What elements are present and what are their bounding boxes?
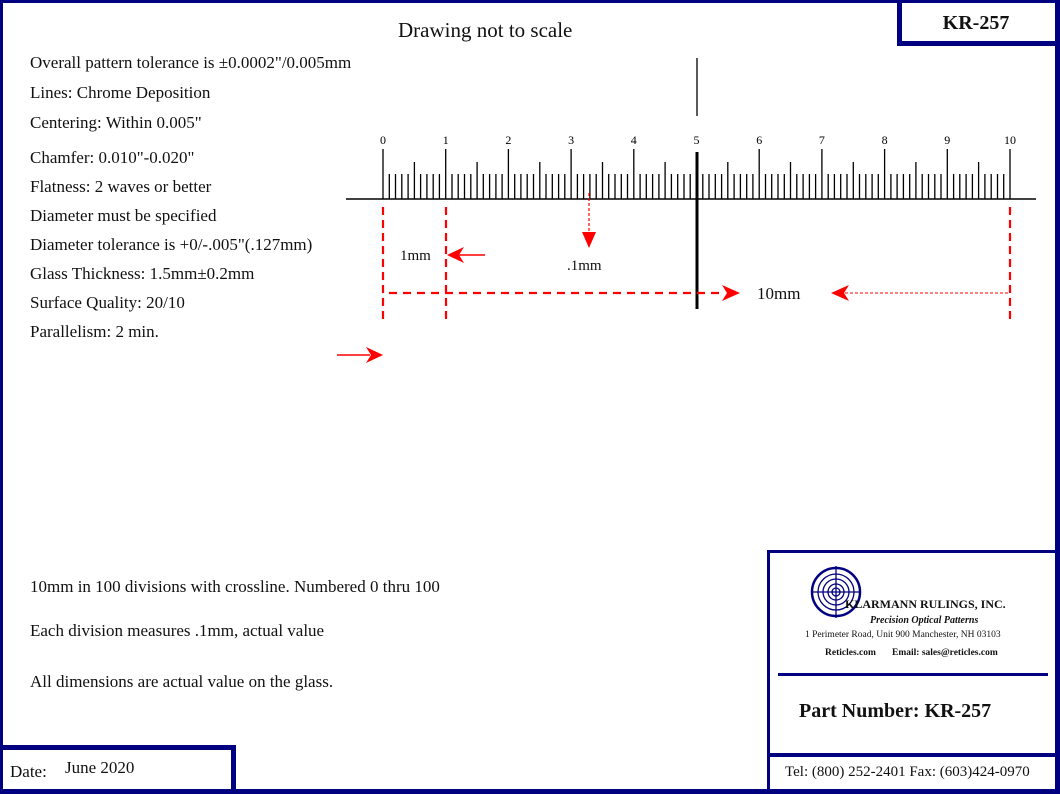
spec-parallelism: Parallelism: 2 min. bbox=[30, 322, 159, 341]
spec-chamfer: Chamfer: 0.010"-0.020" bbox=[30, 148, 195, 167]
ruler-labels bbox=[380, 133, 1016, 147]
spec-diameter-tolerance: Diameter tolerance is +0/-.005"(.127mm) bbox=[30, 235, 313, 254]
svg-text:8: 8 bbox=[881, 133, 888, 147]
svg-text:2: 2 bbox=[505, 133, 512, 147]
part-number: Part Number: KR-257 bbox=[799, 700, 992, 722]
svg-text:6: 6 bbox=[756, 133, 763, 147]
note-actual-value: All dimensions are actual value on the glass. bbox=[30, 672, 334, 691]
note-division-measure: Each division measures .1mm, actual value bbox=[30, 621, 325, 640]
company-tagline: Precision Optical Patterns bbox=[870, 615, 979, 626]
annotation-10mm: 10mm bbox=[757, 284, 801, 303]
svg-text:0: 0 bbox=[380, 133, 386, 147]
svg-text:10: 10 bbox=[1004, 133, 1016, 147]
company-website[interactable]: Reticles.com bbox=[825, 648, 876, 658]
contact-info: Tel: (800) 252-2401 Fax: (603)424-0970 bbox=[785, 764, 1030, 780]
spec-lines: Lines: Chrome Deposition bbox=[30, 83, 211, 102]
date-label: Date: bbox=[10, 762, 47, 781]
spec-surface-quality: Surface Quality: 20/10 bbox=[30, 293, 185, 312]
company-name: KLARMANN RULINGS, INC. bbox=[845, 597, 1006, 611]
drawing-title: Drawing not to scale bbox=[398, 18, 573, 42]
svg-text:4: 4 bbox=[630, 133, 637, 147]
company-address: 1 Perimeter Road, Unit 900 Manchester, NH 03103 bbox=[805, 630, 1001, 640]
spec-flatness: Flatness: 2 waves or better bbox=[30, 177, 212, 196]
svg-text:7: 7 bbox=[818, 133, 825, 147]
svg-text:5: 5 bbox=[693, 133, 700, 147]
spec-glass-thickness: Glass Thickness: 1.5mm±0.2mm bbox=[30, 264, 255, 283]
title-block-divider bbox=[778, 673, 1048, 676]
svg-text:3: 3 bbox=[568, 133, 575, 147]
title-block-footer-divider bbox=[767, 753, 1060, 757]
svg-text:9: 9 bbox=[944, 133, 951, 147]
spec-pattern-tolerance: Overall pattern tolerance is ±0.0002"/0.005mm bbox=[30, 53, 352, 72]
title-block bbox=[767, 550, 1060, 794]
note-divisions: 10mm in 100 divisions with crossline. Numbered 0 thru 100 bbox=[30, 577, 440, 596]
dimension-annotations bbox=[337, 193, 1010, 363]
annotation-1mm: 1mm bbox=[400, 248, 431, 264]
spec-centering: Centering: Within 0.005" bbox=[30, 113, 202, 132]
company-email[interactable]: Email: sales@reticles.com bbox=[892, 648, 998, 658]
date-value: June 2020 bbox=[65, 758, 135, 777]
spec-diameter: Diameter must be specified bbox=[30, 206, 217, 225]
annotation-tenth-mm: .1mm bbox=[567, 258, 602, 274]
part-badge: KR-257 bbox=[942, 12, 1010, 34]
svg-text:1: 1 bbox=[442, 133, 449, 147]
